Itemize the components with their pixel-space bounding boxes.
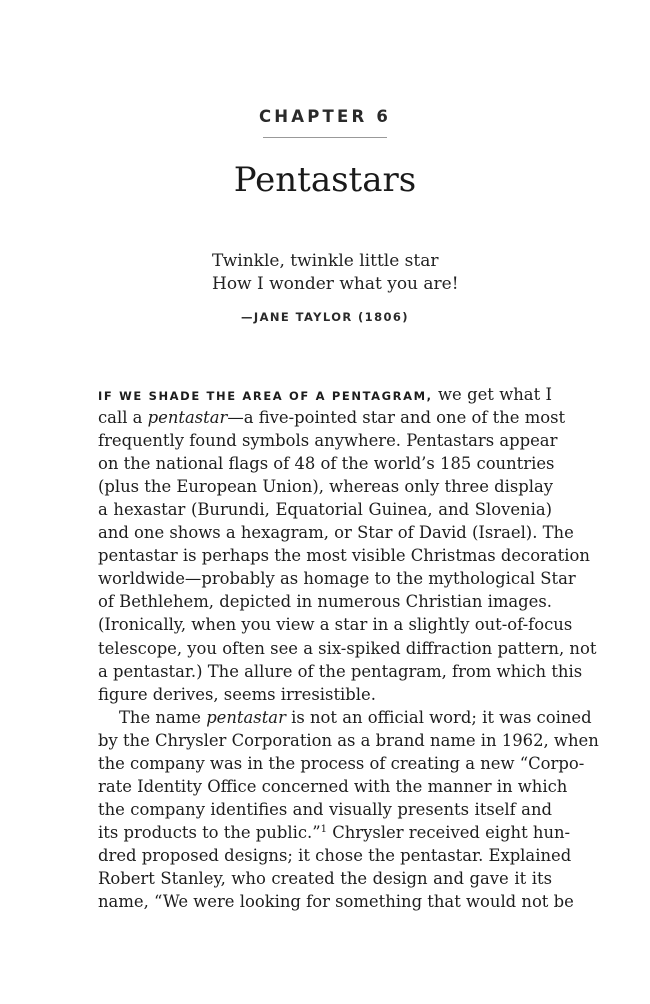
text-line: [98, 406, 566, 429]
lead-in-smallcaps: IF WE SHADE THE AREA OF A PENTAGRAM,: [98, 389, 433, 403]
text-line: telescope, you often see a six-spiked diffraction pattern, not: [98, 638, 597, 658]
text-line: Robert Stanley, who created the design and gave it its: [98, 868, 552, 888]
text-line: worldwide—probably as homage to the mythological Star: [98, 569, 576, 589]
text-line: [98, 383, 552, 406]
body-text: [98, 383, 599, 913]
text-line: (Ironically, when you view a star in a slightly out-of-focus: [98, 615, 573, 635]
epigraph-line: How I wonder what you are!: [212, 274, 459, 294]
text-line: of Bethlehem, depicted in numerous Christian images.: [98, 592, 552, 612]
text-line: [98, 706, 592, 729]
italic-term: pentastar: [147, 408, 228, 428]
text-line: by the Chrysler Corporation as a brand name in 1962, when: [98, 730, 599, 750]
text-fragment: Chrysler received eight hun-: [326, 822, 571, 842]
text-fragment: its products to the public.”: [98, 822, 321, 842]
text-line: pentastar is perhaps the most visible Christmas decoration: [98, 546, 590, 566]
text-line: the company identifies and visually presents itself and: [98, 799, 552, 819]
text-line: a pentastar.) The allure of the pentagram, from which this: [98, 661, 583, 681]
italic-term: pentastar: [206, 707, 286, 727]
text-fragment: call a: [98, 408, 148, 428]
text-line: frequently found symbols anywhere. Pentastars appear: [98, 431, 558, 451]
text-line: on the national flags of 48 of the world’s 185 countries: [98, 454, 555, 474]
text-fragment: —a five-pointed star and one of the most: [227, 408, 566, 428]
text-line: dred proposed designs; it chose the pentastar. Explained: [98, 845, 572, 865]
epigraph-attribution: —JANE TAYLOR (1806): [241, 310, 409, 324]
text-line: name, “We were looking for something that would not be: [98, 892, 574, 912]
epigraph-line: Twinkle, twinkle little star: [212, 251, 439, 271]
text-line: figure derives, seems irresistible.: [98, 684, 376, 704]
text-fragment: is not an official word; it was coined: [285, 707, 592, 727]
text-fragment: we get what I: [432, 385, 552, 404]
epigraph: [212, 250, 459, 296]
chapter-divider: [263, 137, 387, 138]
text-line: [98, 821, 571, 844]
text-line: rate Identity Office concerned with the manner in which: [98, 776, 568, 796]
text-line: the company was in the process of creating a new “Corpo-: [98, 753, 585, 773]
footnote-marker: 1: [320, 823, 327, 835]
text-line: and one shows a hexagram, or Star of David (Israel). The: [98, 523, 574, 543]
text-line: (plus the European Union), whereas only three display: [98, 477, 554, 497]
text-line: a hexastar (Burundi, Equatorial Guinea, and Slovenia): [98, 500, 552, 520]
chapter-title: Pentastars: [233, 160, 417, 200]
text-fragment: The name: [119, 707, 207, 727]
chapter-label: CHAPTER 6: [258, 107, 392, 126]
